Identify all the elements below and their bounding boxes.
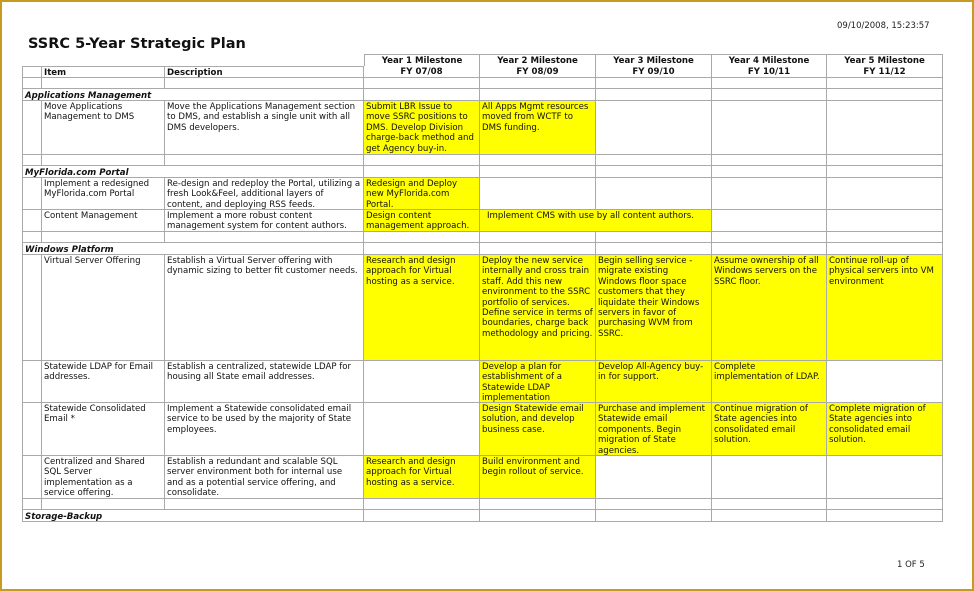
spacer-row bbox=[165, 232, 364, 243]
spacer-row bbox=[827, 155, 943, 166]
section-row-blank bbox=[712, 243, 827, 255]
milestone-redesigned-portal-y1: Redesign and Deploy new MyFlorida.com Portal. bbox=[364, 178, 480, 210]
item-statewide-ldap: Statewide LDAP for Email addresses. bbox=[42, 361, 165, 403]
milestone-blank bbox=[712, 178, 827, 210]
section-row-blank bbox=[480, 510, 596, 522]
spacer-row bbox=[42, 499, 165, 510]
spacer-row bbox=[480, 232, 596, 243]
milestone-blank bbox=[364, 361, 480, 403]
section-row-blank bbox=[364, 510, 480, 522]
milestone-move-applications-y2: All Apps Mgmt resources moved from WCTF to DMS funding. bbox=[480, 101, 596, 155]
milestone-virtual-server-y5: Continue roll-up of physical servers into VM environment bbox=[827, 255, 943, 361]
year-4-label: Year 4 Milestone bbox=[712, 54, 827, 66]
milestone-virtual-server-y2: Deploy the new service internally and cross train staff. Add this new environment to the SSRC portfolio of services. Define service in terms of boundaries, charge back methodology and pricing. bbox=[480, 255, 596, 361]
section-windows-platform: Windows Platform bbox=[22, 243, 165, 255]
section-row-blank bbox=[480, 89, 596, 101]
row-indent bbox=[22, 101, 42, 155]
header-blank-cell bbox=[22, 66, 42, 78]
section-row-blank bbox=[480, 166, 596, 178]
spacer-row bbox=[827, 78, 943, 89]
section-applications-management: Applications Management bbox=[22, 89, 165, 101]
spacer-row bbox=[364, 155, 480, 166]
item-redesigned-portal: Implement a redesigned MyFlorida.com Portal bbox=[42, 178, 165, 210]
row-indent bbox=[22, 210, 42, 232]
section-storage-backup: Storage-Backup bbox=[22, 510, 165, 522]
milestone-content-management-y2-y3: Implement CMS with use by all content authors. bbox=[480, 210, 712, 232]
row-indent bbox=[22, 361, 42, 403]
spacer-row bbox=[596, 232, 712, 243]
section-row-blank bbox=[480, 243, 596, 255]
spacer-row bbox=[480, 499, 596, 510]
section-row-blank bbox=[165, 166, 364, 178]
spacer-row bbox=[364, 78, 480, 89]
spacer-row bbox=[712, 155, 827, 166]
section-row-blank bbox=[712, 89, 827, 101]
description-move-applications: Move the Applications Management section to DMS, and establish a single unit with all DMS developers. bbox=[165, 101, 364, 155]
spacer-row bbox=[596, 78, 712, 89]
spacer-row bbox=[712, 78, 827, 89]
milestone-blank bbox=[827, 456, 943, 499]
milestone-virtual-server-y4: Assume ownership of all Windows servers on the SSRC floor. bbox=[712, 255, 827, 361]
spacer-row bbox=[42, 232, 165, 243]
description-sql-server: Establish a redundant and scalable SQL server environment both for internal use and as a potential service offering, and consolidate. bbox=[165, 456, 364, 499]
row-indent bbox=[22, 456, 42, 499]
spacer-row bbox=[165, 78, 364, 89]
spacer-row bbox=[22, 155, 42, 166]
section-row-blank bbox=[596, 243, 712, 255]
item-sql-server: Centralized and Shared SQL Server implementation as a service offering. bbox=[42, 456, 165, 499]
spacer-row bbox=[22, 78, 42, 89]
section-row-blank bbox=[827, 510, 943, 522]
item-consolidated-email: Statewide Consolidated Email * bbox=[42, 403, 165, 456]
milestone-statewide-ldap-y4: Complete implementation of LDAP. bbox=[712, 361, 827, 403]
year-3-fy: FY 09/10 bbox=[596, 66, 712, 78]
milestone-sql-server-y2: Build environment and begin rollout of service. bbox=[480, 456, 596, 499]
spacer-row bbox=[596, 155, 712, 166]
column-header-item: Item bbox=[42, 66, 165, 78]
spacer-row bbox=[42, 78, 165, 89]
milestone-virtual-server-y3: Begin selling service - migrate existing Windows floor space customers that they liquidate their Windows servers in favor of purchasing WVM from SSRC. bbox=[596, 255, 712, 361]
milestone-blank bbox=[596, 101, 712, 155]
page-number: 1 OF 5 bbox=[897, 560, 925, 570]
spacer-row bbox=[712, 499, 827, 510]
description-redesigned-portal: Re-design and redeploy the Portal, utilizing a fresh Look&Feel, additional layers of content, and deploying RSS feeds. bbox=[165, 178, 364, 210]
column-header-description: Description bbox=[165, 66, 364, 78]
spacer-row bbox=[480, 78, 596, 89]
section-row-blank bbox=[364, 89, 480, 101]
row-indent bbox=[22, 178, 42, 210]
year-5-fy: FY 11/12 bbox=[827, 66, 943, 78]
description-statewide-ldap: Establish a centralized, statewide LDAP for housing all State email addresses. bbox=[165, 361, 364, 403]
spacer-row bbox=[827, 499, 943, 510]
milestone-virtual-server-y1: Research and design approach for Virtual hosting as a service. bbox=[364, 255, 480, 361]
section-row-blank bbox=[596, 510, 712, 522]
timestamp: 09/10/2008, 15:23:57 bbox=[837, 21, 930, 31]
milestone-content-management-y1: Design content management approach. bbox=[364, 210, 480, 232]
spacer-row bbox=[42, 155, 165, 166]
section-row-blank bbox=[596, 166, 712, 178]
year-5-label: Year 5 Milestone bbox=[827, 54, 943, 66]
milestone-blank bbox=[827, 178, 943, 210]
year-2-fy: FY 08/09 bbox=[480, 66, 596, 78]
row-indent bbox=[22, 403, 42, 456]
milestone-blank bbox=[712, 456, 827, 499]
section-row-blank bbox=[712, 510, 827, 522]
section-row-blank bbox=[165, 510, 364, 522]
year-1-fy: FY 07/08 bbox=[364, 66, 480, 78]
milestone-consolidated-email-y4: Continue migration of State agencies into consolidated email solution. bbox=[712, 403, 827, 456]
description-content-management: Implement a more robust content management system for content authors. bbox=[165, 210, 364, 232]
milestone-consolidated-email-y2: Design Statewide email solution, and develop business case. bbox=[480, 403, 596, 456]
milestone-consolidated-email-y5: Complete migration of State agencies into consolidated email solution. bbox=[827, 403, 943, 456]
page-title: SSRC 5-Year Strategic Plan bbox=[28, 36, 246, 52]
spacer-row bbox=[480, 155, 596, 166]
row-indent bbox=[22, 255, 42, 361]
section-row-blank bbox=[827, 243, 943, 255]
section-row-blank bbox=[165, 89, 364, 101]
spacer-row bbox=[165, 499, 364, 510]
milestone-blank bbox=[827, 101, 943, 155]
section-row-blank bbox=[712, 166, 827, 178]
milestone-sql-server-y1: Research and design approach for Virtual hosting as a service. bbox=[364, 456, 480, 499]
spacer-row bbox=[712, 232, 827, 243]
spacer-row bbox=[22, 232, 42, 243]
section-row-blank bbox=[827, 166, 943, 178]
section-row-blank bbox=[596, 89, 712, 101]
item-move-applications: Move Applications Management to DMS bbox=[42, 101, 165, 155]
milestone-statewide-ldap-y3: Develop All-Agency buy-in for support. bbox=[596, 361, 712, 403]
year-1-label: Year 1 Milestone bbox=[364, 54, 480, 66]
strategic-plan-table bbox=[22, 54, 943, 522]
section-row-blank bbox=[165, 243, 364, 255]
spacer-row bbox=[827, 232, 943, 243]
description-virtual-server: Establish a Virtual Server offering with dynamic sizing to better fit customer needs. bbox=[165, 255, 364, 361]
milestone-blank bbox=[596, 456, 712, 499]
description-consolidated-email: Implement a Statewide consolidated email service to be used by the majority of State employees. bbox=[165, 403, 364, 456]
section-row-blank bbox=[364, 243, 480, 255]
spacer-row bbox=[596, 499, 712, 510]
spacer-row bbox=[364, 499, 480, 510]
milestone-blank bbox=[364, 403, 480, 456]
section-row-blank bbox=[827, 89, 943, 101]
year-2-label: Year 2 Milestone bbox=[480, 54, 596, 66]
spacer-row bbox=[165, 155, 364, 166]
milestone-blank bbox=[827, 361, 943, 403]
year-4-fy: FY 10/11 bbox=[712, 66, 827, 78]
spacer-row bbox=[364, 232, 480, 243]
milestone-blank bbox=[712, 101, 827, 155]
milestone-blank bbox=[480, 178, 596, 210]
section-row-blank bbox=[364, 166, 480, 178]
milestone-statewide-ldap-y2: Develop a plan for establishment of a Statewide LDAP implementation bbox=[480, 361, 596, 403]
section-myflorida-portal: MyFlorida.com Portal bbox=[22, 166, 165, 178]
milestone-blank bbox=[827, 210, 943, 232]
milestone-consolidated-email-y3: Purchase and implement Statewide email components. Begin migration of State agencies. bbox=[596, 403, 712, 456]
spacer-row bbox=[22, 499, 42, 510]
milestone-blank bbox=[596, 178, 712, 210]
item-content-management: Content Management bbox=[42, 210, 165, 232]
milestone-blank bbox=[712, 210, 827, 232]
year-3-label: Year 3 Milestone bbox=[596, 54, 712, 66]
item-virtual-server: Virtual Server Offering bbox=[42, 255, 165, 361]
milestone-move-applications-y1: Submit LBR Issue to move SSRC positions to DMS. Develop Division charge-back method and get Agency buy-in. bbox=[364, 101, 480, 155]
